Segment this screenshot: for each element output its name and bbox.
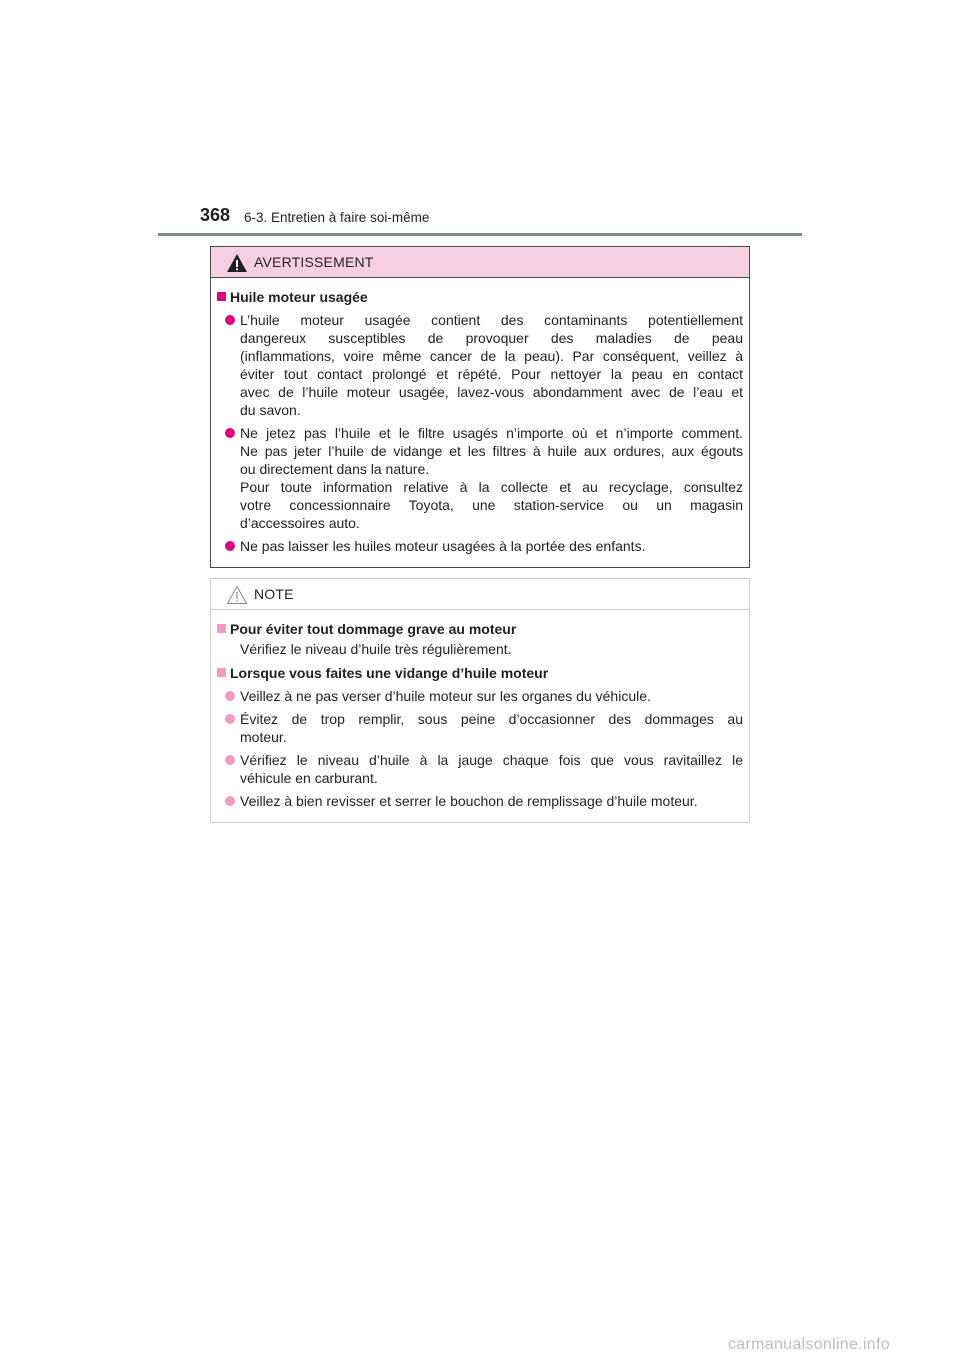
text-line: (inflammations, voire même cancer de la peau). Par conséquent, veillez à [240, 348, 743, 364]
page-number: 368 [200, 205, 231, 225]
square-bullet-icon [217, 668, 226, 677]
circle-bullet-icon [225, 428, 235, 438]
warning-title-bar [211, 247, 749, 278]
text-line: Ne jetez pas l’huile et le filtre usagés n’importe où et n’importe comment. [240, 425, 743, 441]
warning-item-3 [217, 537, 743, 555]
text-line: votre concessionnaire Toyota, une station-service ou un magasin [240, 497, 743, 513]
square-bullet-icon [217, 292, 226, 301]
note-heading-1 [217, 620, 743, 638]
text-line: L’huile moteur usagée contient des contaminants potentiellement [240, 312, 743, 328]
page-header [200, 205, 802, 235]
text-line: Ne pas jeter l’huile de vidange et les filtres à huile aux ordures, aux égouts [240, 443, 743, 459]
warning-heading-text: Huile moteur usagée [230, 289, 368, 305]
text-line: du savon. [240, 402, 301, 418]
note-box [210, 578, 750, 823]
circle-bullet-icon [225, 714, 235, 724]
header-rule [158, 233, 802, 236]
section-title: 6-3. Entretien à faire soi-même [244, 210, 430, 225]
text-line: Veillez à ne pas verser d’huile moteur sur les organes du véhicule. [240, 688, 651, 704]
note-title: NOTE [254, 586, 294, 602]
circle-bullet-icon [225, 541, 235, 551]
note-content [211, 610, 749, 810]
text-line: Pour toute information relative à la collecte et au recyclage, consultez [240, 479, 743, 495]
text-line: Évitez de trop remplir, sous peine d’occasionner des dommages au [240, 711, 743, 727]
warning-title: AVERTISSEMENT [254, 254, 374, 270]
warning-box [210, 246, 750, 568]
note-title-bar [211, 579, 749, 610]
note-item-1 [217, 687, 743, 705]
note-heading-text: Pour éviter tout dommage grave au moteur [230, 621, 517, 637]
text-line: moteur. [240, 729, 287, 745]
note-heading-text: Lorsque vous faites une vidange d’huile moteur [230, 665, 549, 681]
circle-bullet-icon [225, 691, 235, 701]
circle-bullet-icon [225, 755, 235, 765]
note-heading-2 [217, 664, 743, 682]
note-item-2 [217, 710, 743, 746]
note-item-3 [217, 751, 743, 787]
text-line: d’accessoires auto. [240, 515, 360, 531]
text-line: Ne pas laisser les huiles moteur usagées à la portée des enfants. [240, 538, 646, 554]
text-line: Vérifiez le niveau d’huile à la jauge chaque fois que vous ravitaillez le [240, 752, 743, 768]
text-line: dangereux susceptibles de provoquer des maladies de peau [240, 330, 743, 346]
note-plain-text: Vérifiez le niveau d’huile très régulièrement. [240, 641, 512, 657]
circle-bullet-icon [225, 796, 235, 806]
square-bullet-icon [217, 624, 226, 633]
text-line: éviter tout contact prolongé et répété. Pour nettoyer la peau en contact [240, 366, 743, 382]
warning-triangle-icon [226, 253, 248, 273]
circle-bullet-icon [225, 315, 235, 325]
warning-item-2 [217, 424, 743, 532]
note-item-4 [217, 792, 743, 810]
text-line: avec de l’huile moteur usagée, lavez-vous abondamment avec de l’eau et [240, 384, 743, 400]
warning-item-1 [217, 311, 743, 419]
text-line: Veillez à bien revisser et serrer le bouchon de remplissage d’huile moteur. [240, 793, 698, 809]
warning-content [211, 278, 749, 555]
warning-heading [217, 288, 743, 306]
caution-outline-icon [226, 585, 248, 605]
text-line: ou directement dans la nature. [240, 461, 430, 477]
watermark: carmanualsonline.info [728, 1336, 890, 1353]
text-line: véhicule en carburant. [240, 770, 378, 786]
